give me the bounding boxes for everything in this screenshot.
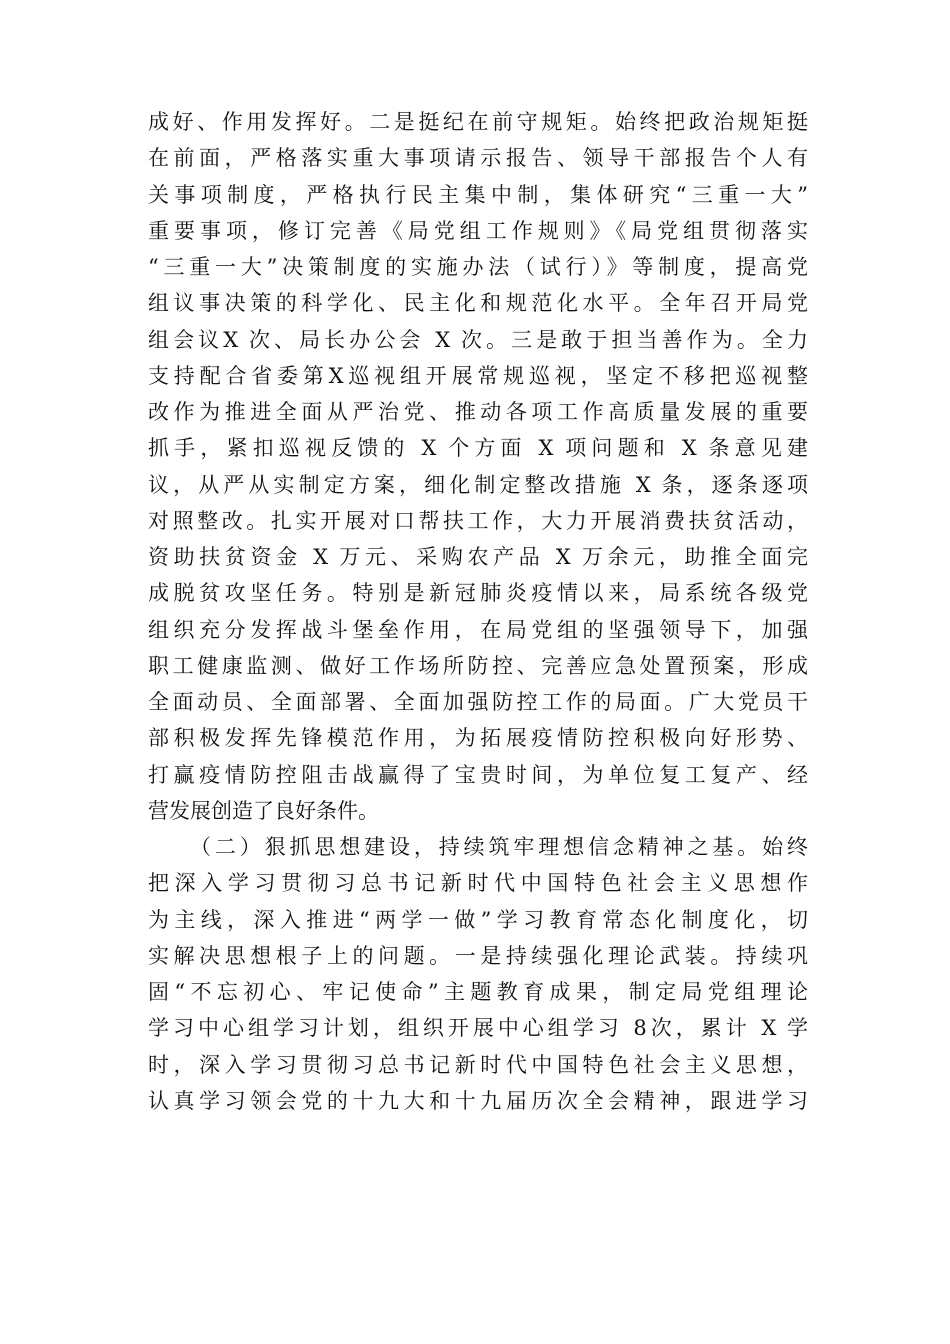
text-line: 对照整改。扎实开展对口帮扶工作，大力开展消费扶贫活动， — [148, 508, 808, 533]
text-line: 学习中心组学习计划，组织开展中心组学习 8次，累计 X 学 — [148, 1016, 808, 1041]
text-line: 资助扶贫资金 X 万元、采购农产品 X 万余元，助推全面完 — [148, 545, 808, 569]
text-line: 认真学习领会党的十九大和十九届历次全会精神，跟进学习 — [148, 1088, 808, 1113]
text-line: 为主线，深入推进“两学一做”学习教育常态化制度化，切 — [148, 907, 808, 932]
text-line: “三重一大”决策制度的实施办法（试行）》等制度，提高党 — [148, 255, 808, 279]
text-line: 成好、作用发挥好。二是挺纪在前守规矩。始终把政治规矩挺 — [148, 110, 808, 134]
text-line: 议，从严从实制定方案，细化制定整改措施 X 条，逐条逐项 — [148, 472, 808, 497]
text-line: 改作为推进全面从严治党、推动各项工作高质量发展的重要 — [148, 400, 808, 424]
paragraph-last-line: 营发展创造了良好条件。 — [148, 798, 379, 823]
text-line: 部积极发挥先锋模范作用，为拓展疫情防控积极向好形势、 — [148, 726, 808, 751]
body-text — [148, 104, 808, 1119]
text-line: 在前面，严格落实重大事项请示报告、领导干部报告个人有 — [148, 146, 808, 171]
text-line: 全面动员、全面部署、全面加强防控工作的局面。广大党员干 — [148, 690, 808, 714]
text-line: 支持配合省委第X巡视组开展常规巡视，坚定不移把巡视整 — [148, 363, 808, 388]
text-line: 抓手，紧扣巡视反馈的 X 个方面 X 项问题和 X 条意见建 — [148, 436, 808, 461]
section-heading-line: （二）狠抓思想建设，持续筑牢理想信念精神之基。始终 — [190, 835, 808, 859]
text-line: 固“不忘初心、牢记使命”主题教育成果，制定局党组理论 — [148, 980, 808, 1004]
text-line: 组议事决策的科学化、民主化和规范化水平。全年召开局党 — [148, 291, 808, 316]
text-line: 时，深入学习贯彻习总书记新时代中国特色社会主义思想， — [148, 1052, 808, 1077]
text-line: 实解决思想根子上的问题。一是持续强化理论武装。持续巩 — [148, 943, 808, 968]
text-line: 打赢疫情防控阻击战赢得了宝贵时间，为单位复工复产、经 — [148, 762, 808, 787]
text-line: 成脱贫攻坚任务。特别是新冠肺炎疫情以来，局系统各级党 — [148, 581, 808, 606]
text-line: 职工健康监测、做好工作场所防控、完善应急处置预案，形成 — [148, 653, 808, 678]
text-line: 把深入学习贯彻习总书记新时代中国特色社会主义思想作 — [148, 871, 808, 896]
text-line: 重要事项，修订完善《局党组工作规则》《局党组贯彻落实 — [148, 218, 808, 243]
text-line: 关事项制度，严格执行民主集中制，集体研究“三重一大” — [148, 182, 808, 207]
text-line: 组织充分发挥战斗堡垒作用，在局党组的坚强领导下，加强 — [148, 617, 808, 642]
text-line: 组会议X 次、局长办公会 X 次。三是敢于担当善作为。全力 — [148, 327, 808, 352]
